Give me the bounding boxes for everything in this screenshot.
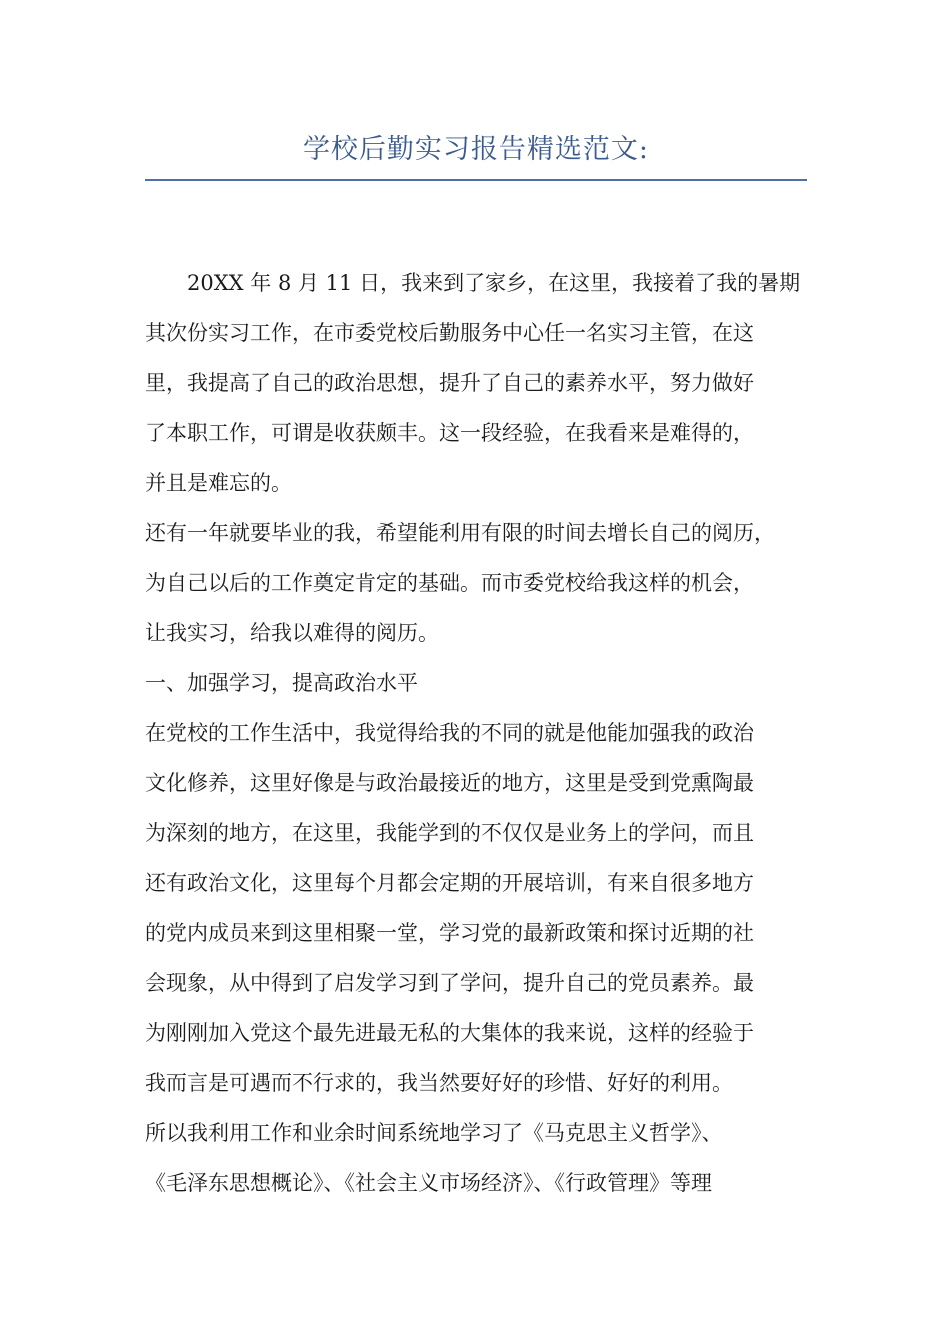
paragraph-line: 了本职工作，可谓是收获颇丰。这一段经验，在我看来是难得的，: [145, 421, 754, 445]
paragraph-line: 的党内成员来到这里相聚一堂，学习党的最新政策和探讨近期的社: [145, 921, 754, 945]
paragraph-line: 所以我利用工作和业余时间系统地学习了《马克思主义哲学》、: [145, 1121, 723, 1145]
paragraph-line: 还有一年就要毕业的我，希望能利用有限的时间去增长自己的阅历，: [145, 521, 775, 545]
paragraph-line: 会现象，从中得到了启发学习到了学问，提升自己的党员素养。最: [145, 971, 754, 995]
document-body: [145, 258, 810, 1208]
paragraph-line: 20XX 年 8 月 11 日，我来到了家乡，在这里，我接着了我的暑期: [187, 271, 801, 295]
paragraph-line: 其次份实习工作，在市委党校后勤服务中心任一名实习主管，在这: [145, 321, 754, 345]
paragraph-line: 文化修养，这里好像是与政治最接近的地方，这里是受到党熏陶最: [145, 771, 754, 795]
document-title: 学校后勤实习报告精选范文:: [302, 134, 650, 165]
paragraph-line: 为自己以后的工作奠定肯定的基础。而市委党校给我这样的机会，: [145, 571, 754, 595]
paragraph-line: 为刚刚加入党这个最先进最无私的大集体的我来说，这样的经验于: [145, 1021, 754, 1045]
paragraph-line: 《毛泽东思想概论》、《社会主义市场经济》、《行政管理》等理: [145, 1171, 712, 1195]
paragraph-line: 让我实习，给我以难得的阅历。: [145, 621, 439, 645]
paragraph-line: 还有政治文化，这里每个月都会定期的开展培训，有来自很多地方: [145, 871, 754, 895]
paragraph-line: 在党校的工作生活中，我觉得给我的不同的就是他能加强我的政治: [145, 721, 754, 745]
paragraph-line: 我而言是可遇而不行求的，我当然要好好的珍惜、好好的利用。: [145, 1071, 733, 1095]
section-heading: 一、加强学习，提高政治水平: [145, 671, 418, 695]
title-underline: [145, 179, 807, 181]
paragraph-line: 并且是难忘的。: [145, 471, 292, 495]
paragraph-line: 里，我提高了自己的政治思想，提升了自己的素养水平，努力做好: [145, 371, 754, 395]
paragraph-line: 为深刻的地方，在这里，我能学到的不仅仅是业务上的学问，而且: [145, 821, 754, 845]
